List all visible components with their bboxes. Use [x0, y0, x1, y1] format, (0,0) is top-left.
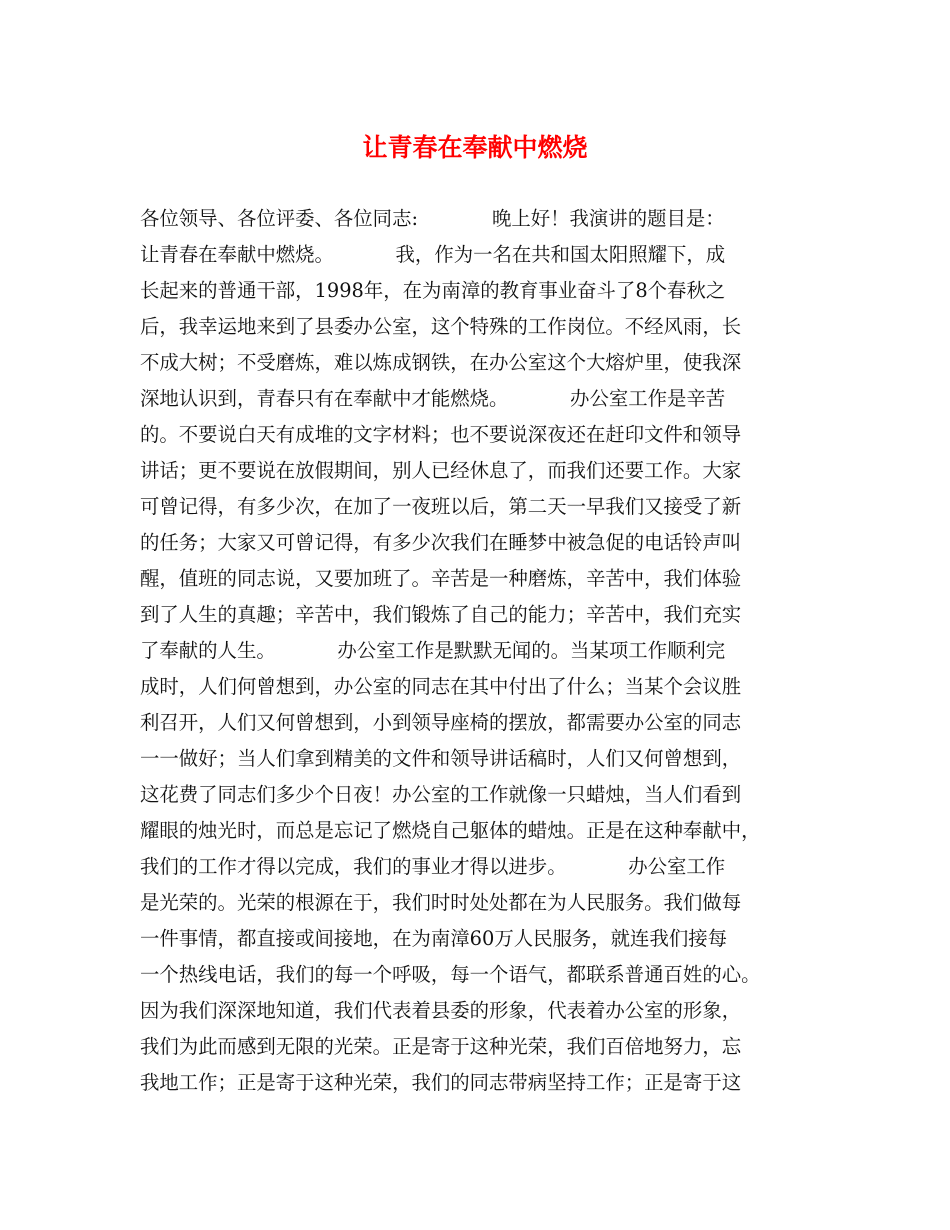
text-line: 一件事情，都直接或间接地，在为南漳60万人民服务，就连我们接每 [140, 927, 728, 950]
text-line: 后，我幸运地来到了县委办公室，这个特殊的工作岗位。不经风雨，长 [140, 315, 742, 338]
text-line: 长起来的普通干部，1998年，在为南漳的教育事业奋斗了8个春秋之 [140, 279, 726, 302]
text-line: 我们的工作才得以完成，我们的事业才得以进步。 办公室工作 [140, 855, 726, 878]
text-line: 这花费了同志们多少个日夜！办公室的工作就像一只蜡烛，当人们看到 [140, 783, 742, 806]
text-line: 是光荣的。光荣的根源在于，我们时时处处都在为人民服务。我们做每 [140, 891, 742, 914]
text-line: 耀眼的烛光时，而总是忘记了燃烧自己躯体的蜡烛。正是在这种奉献中， [140, 819, 761, 842]
text-line: 深地认识到，青春只有在奉献中才能燃烧。 办公室工作是辛苦 [140, 387, 726, 410]
text-line: 可曾记得，有多少次，在加了一夜班以后，第二天一早我们又接受了新 [140, 495, 742, 518]
text-line: 让青春在奉献中燃烧。 我，作为一名在共和国太阳照耀下，成 [140, 243, 726, 266]
text-line: 的任务；大家又可曾记得，有多少次我们在睡梦中被急促的电话铃声叫 [140, 531, 742, 554]
text-line: 讲话；更不要说在放假期间，别人已经休息了，而我们还要工作。大家 [140, 459, 742, 482]
text-line: 我地工作；正是寄于这种光荣，我们的同志带病坚持工作；正是寄于这 [140, 1071, 742, 1094]
text-line: 一一做好；当人们拿到精美的文件和领导讲话稿时，人们又何曾想到， [140, 747, 742, 770]
text-line: 的。不要说白天有成堆的文字材料；也不要说深夜还在赶印文件和领导 [140, 423, 742, 446]
text-line: 了奉献的人生。 办公室工作是默默无闻的。当某项工作顺利完 [140, 639, 726, 662]
document-body [140, 201, 830, 1101]
text-line: 不成大树；不受磨炼，难以炼成钢铁，在办公室这个大熔炉里，使我深 [140, 351, 742, 374]
text-line: 因为我们深深地知道，我们代表着县委的形象，代表着办公室的形象， [140, 999, 742, 1022]
text-line: 各位领导、各位评委、各位同志: 晚上好！我演讲的题目是： [140, 207, 725, 230]
text-line: 一个热线电话，我们的每一个呼吸，每一个语气，都联系普通百姓的心。 [140, 963, 761, 986]
text-line: 成时，人们何曾想到，办公室的同志在其中付出了什么；当某个会议胜 [140, 675, 742, 698]
text-line: 利召开，人们又何曾想到，小到领导座椅的摆放，都需要办公室的同志 [140, 711, 742, 734]
text-line: 到了人生的真趣；辛苦中，我们锻炼了自己的能力；辛苦中，我们充实 [140, 603, 742, 626]
text-line: 醒，值班的同志说，又要加班了。辛苦是一种磨炼，辛苦中，我们体验 [140, 567, 742, 590]
document-title: 让青春在奉献中燃烧 [362, 133, 588, 162]
text-line: 我们为此而感到无限的光荣。正是寄于这种光荣，我们百倍地努力，忘 [140, 1035, 742, 1058]
